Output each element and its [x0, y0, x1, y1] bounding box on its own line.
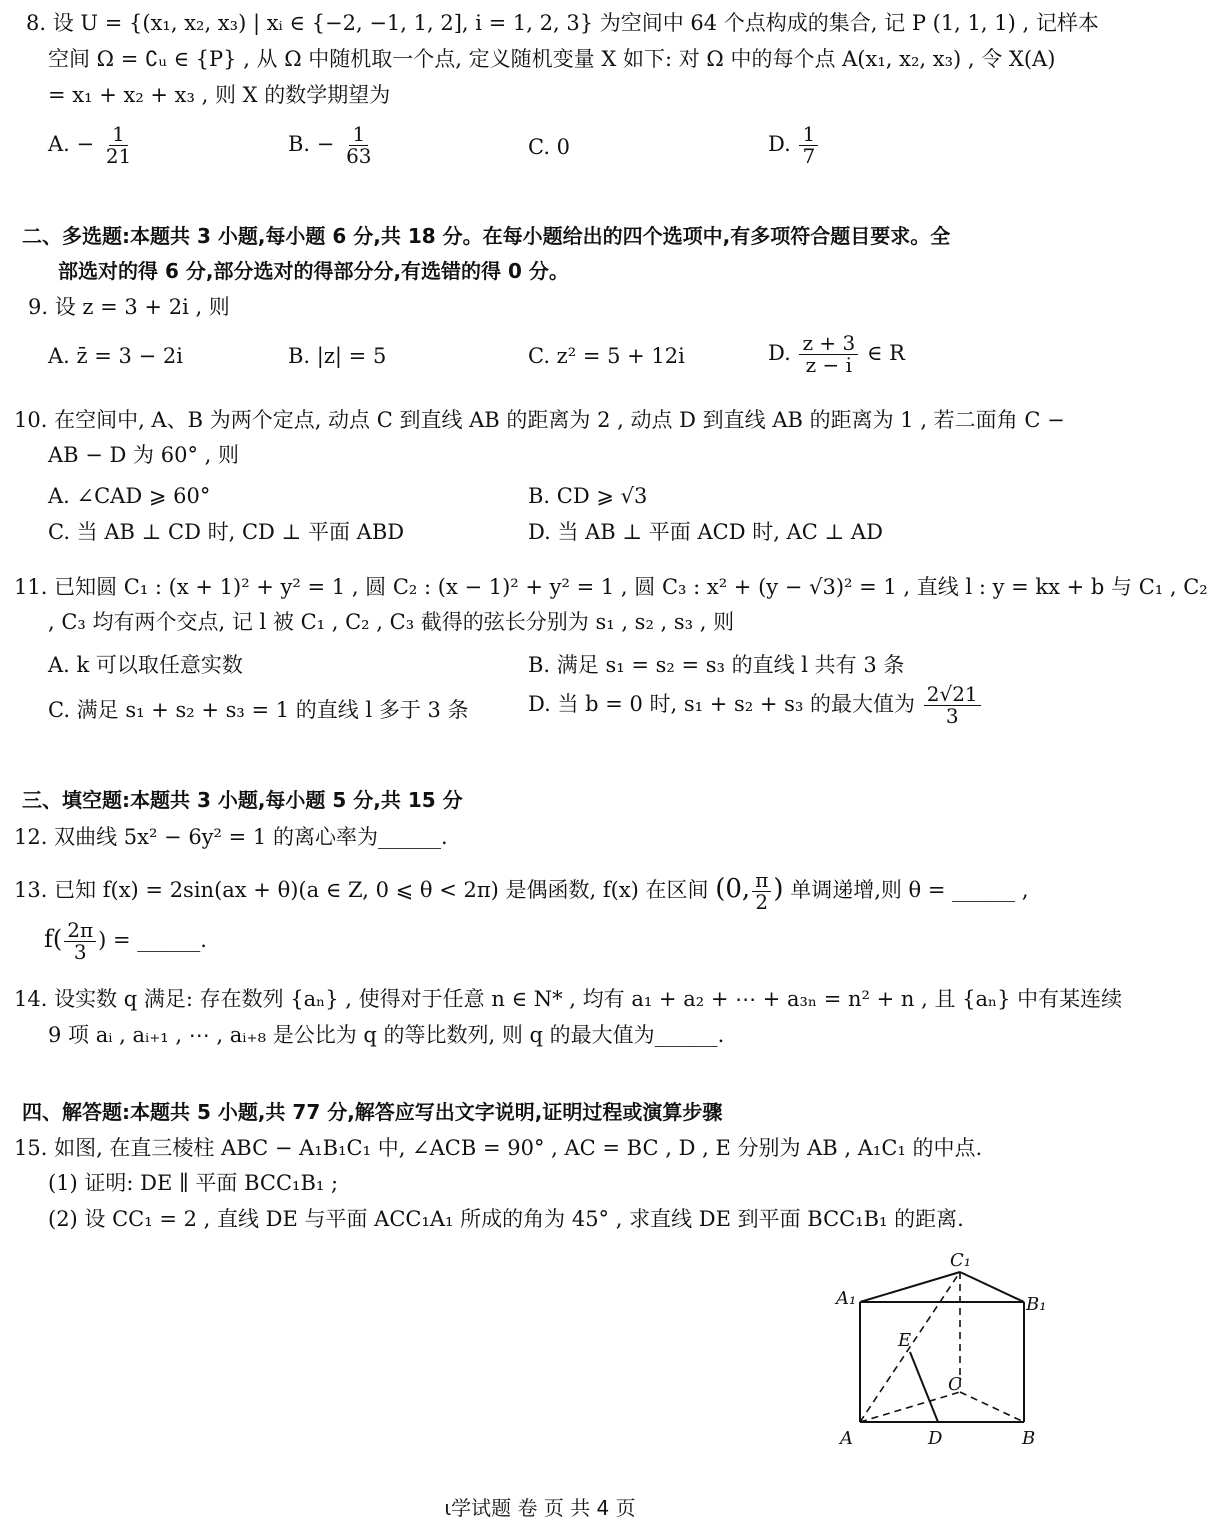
q10-option-b: B. CD ⩾ √3 [528, 484, 648, 508]
edge-a-c [860, 1392, 960, 1422]
q11-option-a: A. k 可以取任意实数 [48, 653, 243, 677]
label-c1: C₁ [950, 1250, 971, 1271]
label-d: D [928, 1428, 943, 1449]
section-2-instructions: 部选对的得 6 分,部分选对的得部分分,有选错的得 0 分。 [58, 259, 569, 283]
q9-option-d: D. $\frac{z + 3}{z - i}$ ∈ R [768, 331, 905, 377]
q11-option-d: D. 当 b = 0 时, s₁ + s₂ + s₃ 的最大值为 $\frac{2√21}{3}$ [528, 684, 983, 727]
q13-line-1: 13. 已知 f(x) = 2sin(ax + θ)(a ∈ Z, 0 ⩽ θ < 2π) 是偶函数, f(x) 在区间 (0, $\frac{\pi}{2}$ ) 单调递增,则 θ = ______ , [14, 868, 1029, 914]
q13-interval-fraction: $\frac{\pi}{2}$ [752, 870, 771, 913]
label-c: C [948, 1374, 962, 1395]
q11-line-2: , C₃ 均有两个交点, 记 l 被 C₁ , C₂ , C₃ 截得的弦长分别为 s₁ , s₂ , s₃ , 则 [48, 610, 735, 634]
q9-option-d-fraction: $\frac{z + 3}{z - i}$ [799, 333, 858, 376]
q9-option-a: A. z̄ = 3 − 2i [48, 344, 183, 368]
q8-option-a-fraction: $\frac{1}{21}$ [105, 122, 132, 168]
q10-option-d: D. 当 AB ⊥ 平面 ACD 时, AC ⊥ AD [528, 520, 883, 544]
q9-option-b: B. |z| = 5 [288, 344, 387, 368]
q10-option-c: C. 当 AB ⊥ CD 时, CD ⊥ 平面 ABD [48, 520, 405, 544]
q8-line-3: = x₁ + x₂ + x₃ , 则 X 的数学期望为 [48, 83, 391, 107]
q13-line-2: f( $\frac{2\pi}{3}$ ) = ______. [44, 918, 207, 964]
section-3-heading: 三、填空题:本题共 3 小题,每小题 5 分,共 15 分 [22, 788, 463, 812]
label-a: A [840, 1428, 853, 1449]
q11-line-1: 11. 已知圆 C₁ : (x + 1)² + y² = 1 , 圆 C₂ : (x − 1)² + y² = 1 , 圆 C₃ : x² + (y − √3)² = 1 , 直线 l : y = kx + b 与 C₁ , C₂ [14, 575, 1208, 599]
q8-option-b: B. − $\frac{1}{63}$ [288, 124, 377, 167]
label-b: B [1022, 1428, 1036, 1449]
q14-line-1: 14. 设实数 q 满足: 存在数列 {aₙ} , 使得对于任意 n ∈ N* , 均有 a₁ + a₂ + ⋯ + a₃ₙ = n² + n , 且 {aₙ} 中有某连续 [14, 987, 1123, 1011]
q10-line-2: AB − D 为 60° , 则 [48, 443, 239, 467]
label-a1: A₁ [836, 1288, 857, 1309]
q15-stem: 15. 如图, 在直三棱柱 ABC − A₁B₁C₁ 中, ∠ACB = 90° , AC = BC , D , E 分别为 AB , A₁C₁ 的中点. [14, 1136, 983, 1160]
q11-option-d-fraction: $\frac{2√21}{3}$ [924, 684, 981, 727]
q11-option-b: B. 满足 s₁ = s₂ = s₃ 的直线 l 共有 3 条 [528, 653, 905, 677]
q8-line-2: 空间 Ω = ∁ᵤ ∈ {P} , 从 Ω 中随机取一个点, 定义随机变量 X 如下: 对 Ω 中的每个点 A(x₁, x₂, x₃) , 令 X(A) [48, 47, 1056, 71]
q8-option-c: C. 0 [528, 135, 571, 159]
q8-option-a: A. − $\frac{1}{21}$ [48, 124, 136, 167]
q9-option-c: C. z² = 5 + 12i [528, 344, 685, 368]
q13-argument-fraction: $\frac{2\pi}{3}$ [64, 920, 96, 963]
q14-line-2: 9 项 aᵢ , aᵢ₊₁ , ⋯ , aᵢ₊₈ 是公比为 q 的等比数列, 则 q 的最大值为______. [48, 1023, 725, 1047]
section-4-heading: 四、解答题:本题共 5 小题,共 77 分,解答应写出文字说明,证明过程或演算步骤 [22, 1100, 723, 1124]
edge-c1-b1 [960, 1272, 1024, 1302]
edge-a1-c1 [860, 1272, 960, 1302]
q12-text: 12. 双曲线 5x² − 6y² = 1 的离心率为______. [14, 825, 448, 849]
q9-stem: 9. 设 z = 3 + 2i , 则 [28, 295, 230, 319]
section-2-heading: 二、多选题:本题共 3 小题,每小题 6 分,共 18 分。在每小题给出的四个选项中,有多项符合题目要求。全 [22, 224, 951, 248]
q11-option-c: C. 满足 s₁ + s₂ + s₃ = 1 的直线 l 多于 3 条 [48, 698, 469, 722]
prism-figure [820, 1240, 1060, 1460]
q8-line-1: 8. 设 U = {(x₁, x₂, x₃) | xᵢ ∈ {−2, −1, 1, 2], i = 1, 2, 3} 为空间中 64 个点构成的集合, 记 P (1, 1, 1) , 记样本 [26, 11, 1099, 35]
label-b1: B₁ [1026, 1294, 1047, 1315]
edge-c-b [960, 1392, 1024, 1422]
q15-part-2: (2) 设 CC₁ = 2 , 直线 DE 与平面 ACC₁A₁ 所成的角为 45° , 求直线 DE 到平面 BCC₁B₁ 的距离. [48, 1207, 964, 1231]
q8-option-b-fraction: $\frac{1}{63}$ [346, 122, 372, 168]
page-footer: ɩ学试题 卷 页 共 4 页 [444, 1496, 636, 1520]
q8-option-d: D. $\frac{1}{7}$ [768, 124, 820, 167]
q10-line-1: 10. 在空间中, A、B 为两个定点, 动点 C 到直线 AB 的距离为 2 , 动点 D 到直线 AB 的距离为 1 , 若二面角 C − [14, 408, 1065, 432]
segment-d-e [910, 1352, 938, 1422]
q15-part-1: (1) 证明: DE ∥ 平面 BCC₁B₁ ; [48, 1171, 339, 1195]
q8-option-d-fraction: $\frac{1}{7}$ [799, 124, 818, 167]
q10-option-a: A. ∠CAD ⩾ 60° [48, 484, 211, 508]
label-e: E [898, 1330, 912, 1351]
